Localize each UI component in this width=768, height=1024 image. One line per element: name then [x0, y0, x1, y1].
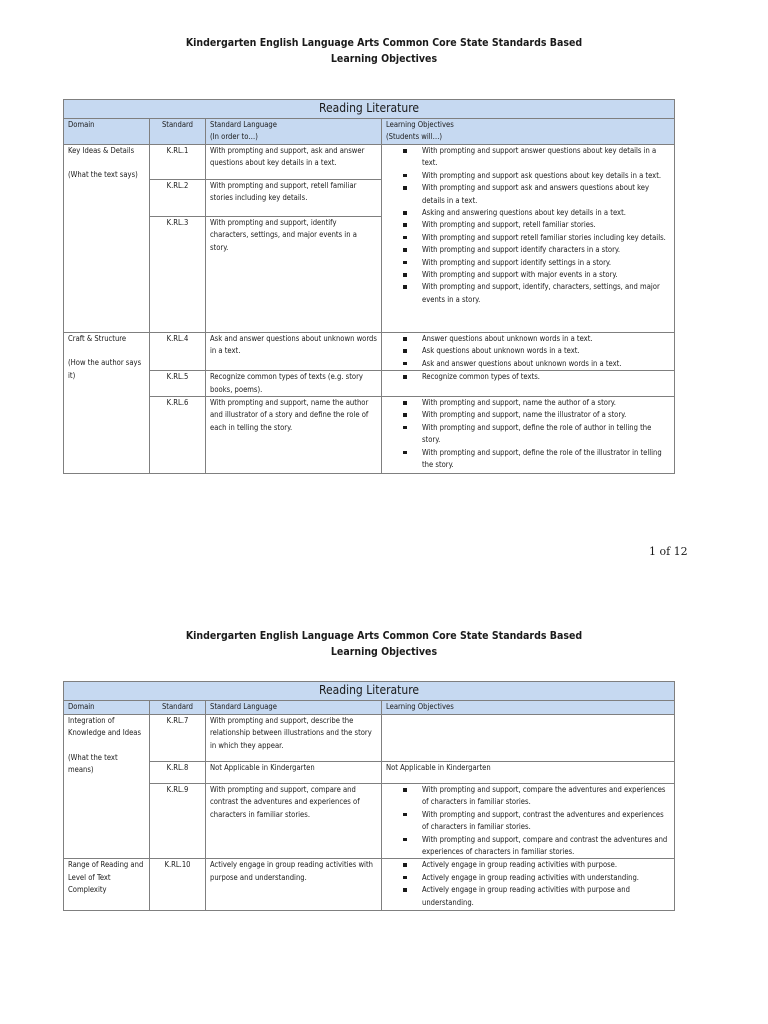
table-banner: Reading Literature: [64, 100, 675, 119]
title-line-1: Kindergarten English Language Arts Common Core State Standards Based: [185, 37, 583, 49]
domain-cell: Integration of Knowledge and Ideas (What the text means): [64, 715, 150, 859]
standard-language: With prompting and support, describe the relationship between illustrations and the story in which they appear.: [206, 715, 382, 762]
list-item: Answer questions about unknown words in a text.: [386, 333, 670, 345]
list-item: Ask and answer questions about unknown words in a text.: [386, 358, 670, 370]
objectives-cell: [382, 371, 675, 397]
list-item: Recognize common types of texts.: [386, 371, 670, 383]
standard-language: With prompting and support, retell familiar stories including key details.: [206, 180, 382, 217]
list-item: Asking and answering questions about key details in a text.: [386, 207, 670, 219]
column-header-standard: Standard: [150, 119, 206, 145]
standards-table-page-1: [63, 99, 675, 474]
list-item: With prompting and support answer questions about key details in a text.: [386, 145, 670, 170]
page-number: 1 of 12: [649, 545, 688, 558]
objectives-cell: [382, 397, 675, 474]
objectives-cell: [382, 145, 675, 333]
list-item: With prompting and support, retell familiar stories.: [386, 219, 670, 231]
table-row: [64, 397, 675, 474]
objectives-cell: Not Applicable in Kindergarten: [382, 762, 675, 784]
standard-code: K.RL.9: [150, 784, 206, 859]
standard-code: K.RL.7: [150, 715, 206, 762]
list-item: With prompting and support with major events in a story.: [386, 269, 670, 281]
list-item: With prompting and support, name the author of a story.: [386, 397, 670, 409]
column-header-standard: Standard: [150, 701, 206, 715]
list-item: With prompting and support, compare the adventures and experiences of characters in familiar stories.: [386, 784, 670, 809]
table-row: [64, 333, 675, 371]
list-item: With prompting and support, identify, characters, settings, and major events in a story.: [386, 281, 670, 306]
list-item: With prompting and support, compare and contrast the adventures and experiences of characters in familiar stories.: [386, 834, 670, 859]
standard-language: Recognize common types of texts (e.g. story books, poems).: [206, 371, 382, 397]
standard-language: Not Applicable in Kindergarten: [206, 762, 382, 784]
objectives-cell: [382, 715, 675, 762]
list-item: With prompting and support, contrast the adventures and experiences of characters in familiar stories.: [386, 809, 670, 834]
standard-code: K.RL.3: [150, 217, 206, 333]
column-header-domain: Domain: [64, 701, 150, 715]
standard-code: K.RL.4: [150, 333, 206, 371]
standard-code: K.RL.2: [150, 180, 206, 217]
table-banner: Reading Literature: [64, 682, 675, 701]
table-row: [64, 371, 675, 397]
list-item: With prompting and support retell familiar stories including key details.: [386, 232, 670, 244]
column-header-standard-language: Standard Language (In order to…): [206, 119, 382, 145]
standard-code: K.RL.5: [150, 371, 206, 397]
list-item: Actively engage in group reading activities with purpose and understanding.: [386, 884, 670, 909]
column-header-learning-objectives: Learning Objectives: [382, 701, 675, 715]
list-item: With prompting and support ask and answers questions about key details in a text.: [386, 182, 670, 207]
list-item: Ask questions about unknown words in a text.: [386, 345, 670, 357]
list-item: Actively engage in group reading activities with purpose.: [386, 859, 670, 871]
domain-cell: Craft & Structure (How the author says it): [64, 333, 150, 474]
domain-cell: Key Ideas & Details (What the text says): [64, 145, 150, 333]
standards-table-page-2: [63, 681, 675, 911]
list-item: With prompting and support identify settings in a story.: [386, 257, 670, 269]
page-2-title: [0, 628, 768, 660]
standard-code: K.RL.10: [150, 859, 206, 911]
standard-language: With prompting and support, ask and answer questions about key details in a text.: [206, 145, 382, 180]
domain-cell: Range of Reading and Level of Text Complexity: [64, 859, 150, 911]
list-item: Actively engage in group reading activities with understanding.: [386, 872, 670, 884]
standard-code: K.RL.8: [150, 762, 206, 784]
list-item: With prompting and support, define the role of author in telling the story.: [386, 422, 670, 447]
list-item: With prompting and support, define the role of the illustrator in telling the story.: [386, 447, 670, 472]
standard-language: With prompting and support, compare and contrast the adventures and experiences of characters in familiar stories.: [206, 784, 382, 859]
title-line-1: Kindergarten English Language Arts Common Core State Standards Based: [185, 630, 583, 642]
objectives-cell: [382, 859, 675, 911]
objectives-cell: [382, 333, 675, 371]
table-row: [64, 762, 675, 784]
objectives-cell: [382, 784, 675, 859]
standard-language: Actively engage in group reading activities with purpose and understanding.: [206, 859, 382, 911]
standard-language: With prompting and support, identify characters, settings, and major events in a story.: [206, 217, 382, 333]
column-header-domain: Domain: [64, 119, 150, 145]
list-item: With prompting and support ask questions about key details in a text.: [386, 170, 670, 182]
standard-code: K.RL.6: [150, 397, 206, 474]
standard-language: With prompting and support, name the author and illustrator of a story and define the role of each in telling the story.: [206, 397, 382, 474]
standard-code: K.RL.1: [150, 145, 206, 180]
title-line-2: Learning Objectives: [330, 53, 438, 65]
column-header-learning-objectives: Learning Objectives (Students will…): [382, 119, 675, 145]
column-header-standard-language: Standard Language: [206, 701, 382, 715]
page-1-title: [0, 35, 768, 67]
title-line-2: Learning Objectives: [330, 646, 438, 658]
table-row: [64, 859, 675, 911]
standard-language: Ask and answer questions about unknown words in a text.: [206, 333, 382, 371]
table-row: [64, 715, 675, 762]
list-item: With prompting and support, name the illustrator of a story.: [386, 409, 670, 421]
table-row: [64, 145, 675, 180]
table-row: [64, 784, 675, 859]
list-item: With prompting and support identify characters in a story.: [386, 244, 670, 256]
